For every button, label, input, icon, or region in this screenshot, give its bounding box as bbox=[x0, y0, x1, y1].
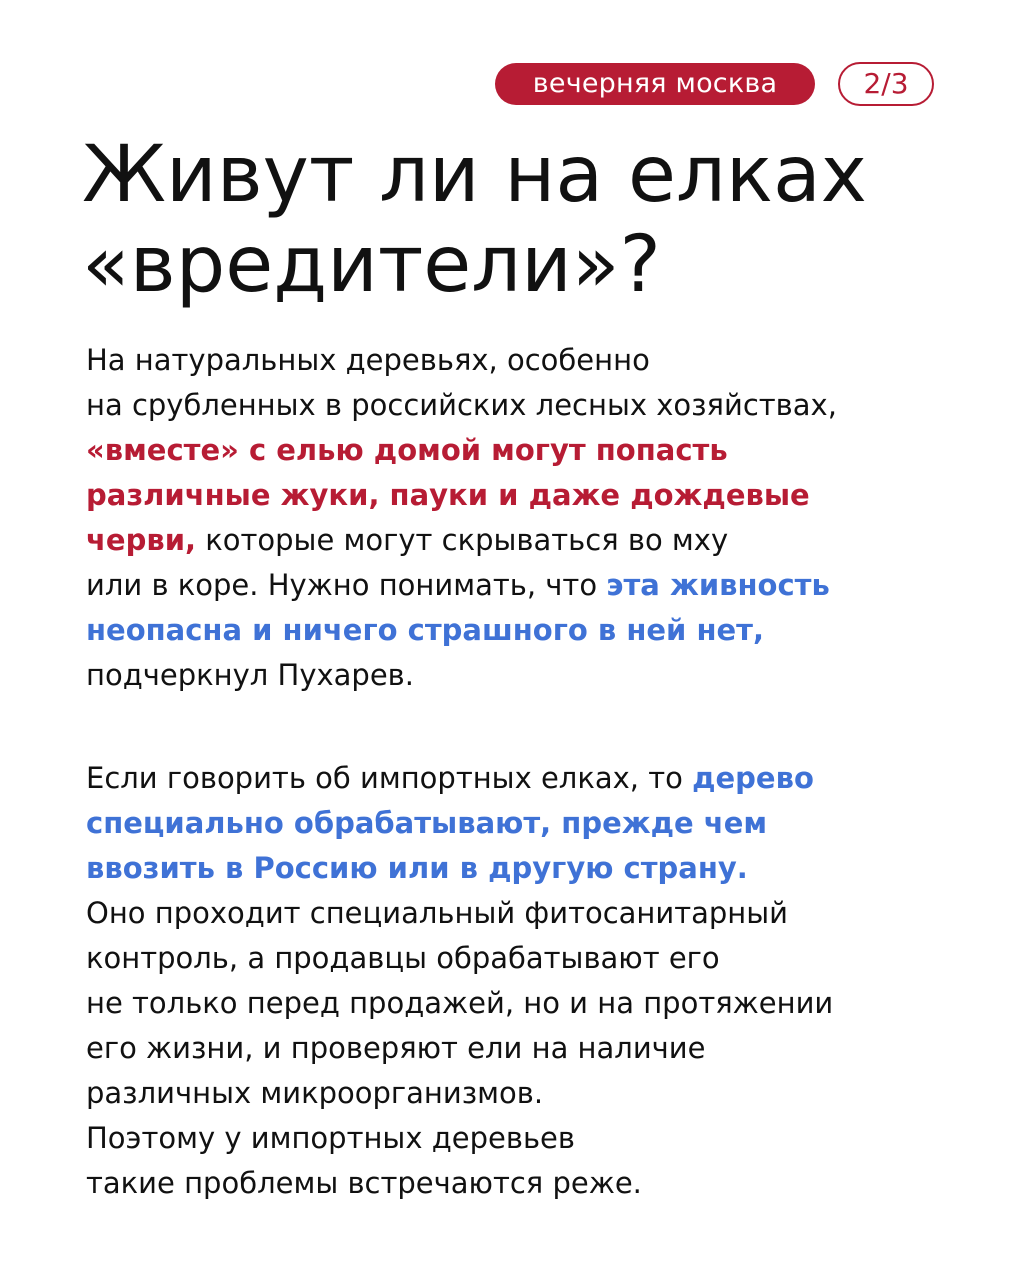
text-line bbox=[86, 563, 986, 608]
page-counter: 2/3 bbox=[838, 62, 934, 106]
highlight-blue: дерево bbox=[692, 761, 814, 795]
highlight-red: «вместе» с елью домой могут попасть bbox=[86, 433, 728, 467]
highlight-blue: эта живность bbox=[606, 568, 830, 602]
paragraph-2 bbox=[86, 756, 986, 1206]
paragraph-1 bbox=[86, 338, 986, 698]
text-line: Оно проходит специальный фитосанитарный bbox=[86, 896, 789, 930]
text-line: на срубленных в российских лесных хозяйствах, bbox=[86, 388, 837, 422]
text-fragment: Если говорить об импортных елках, то bbox=[86, 761, 693, 795]
text-line: его жизни, и проверяют ели на наличие bbox=[86, 1031, 706, 1065]
text-line bbox=[86, 756, 986, 801]
text-line: различных микроорганизмов. bbox=[86, 1076, 544, 1110]
highlight-red: черви, bbox=[86, 523, 197, 557]
text-fragment: которые могут скрываться во мху bbox=[196, 523, 729, 557]
text-line: контроль, а продавцы обрабатывают его bbox=[86, 941, 720, 975]
text-line: Поэтому у импортных деревьев bbox=[86, 1121, 575, 1155]
highlight-blue: ввозить в Россию или в другую страну. bbox=[86, 851, 748, 885]
text-fragment: или в коре. Нужно понимать, что bbox=[86, 568, 607, 602]
title-line-2: «вредители»? bbox=[82, 220, 661, 310]
text-line: На натуральных деревьях, особенно bbox=[86, 343, 650, 377]
highlight-blue: неопасна и ничего страшного в ней нет, bbox=[86, 613, 765, 647]
text-line bbox=[86, 518, 986, 563]
title-line-1: Живут ли на елках bbox=[82, 130, 867, 220]
text-line: такие проблемы встречаются реже. bbox=[86, 1166, 642, 1200]
highlight-red: различные жуки, пауки и даже дождевые bbox=[86, 478, 810, 512]
article-body bbox=[86, 338, 986, 1206]
paragraph-gap bbox=[86, 698, 986, 756]
text-line: подчеркнул Пухарев. bbox=[86, 658, 414, 692]
text-line: не только перед продажей, но и на протяжении bbox=[86, 986, 834, 1020]
page-title bbox=[82, 130, 982, 310]
highlight-blue: специально обрабатывают, прежде чем bbox=[86, 806, 768, 840]
brand-badge: вечерняя москва bbox=[495, 63, 815, 105]
